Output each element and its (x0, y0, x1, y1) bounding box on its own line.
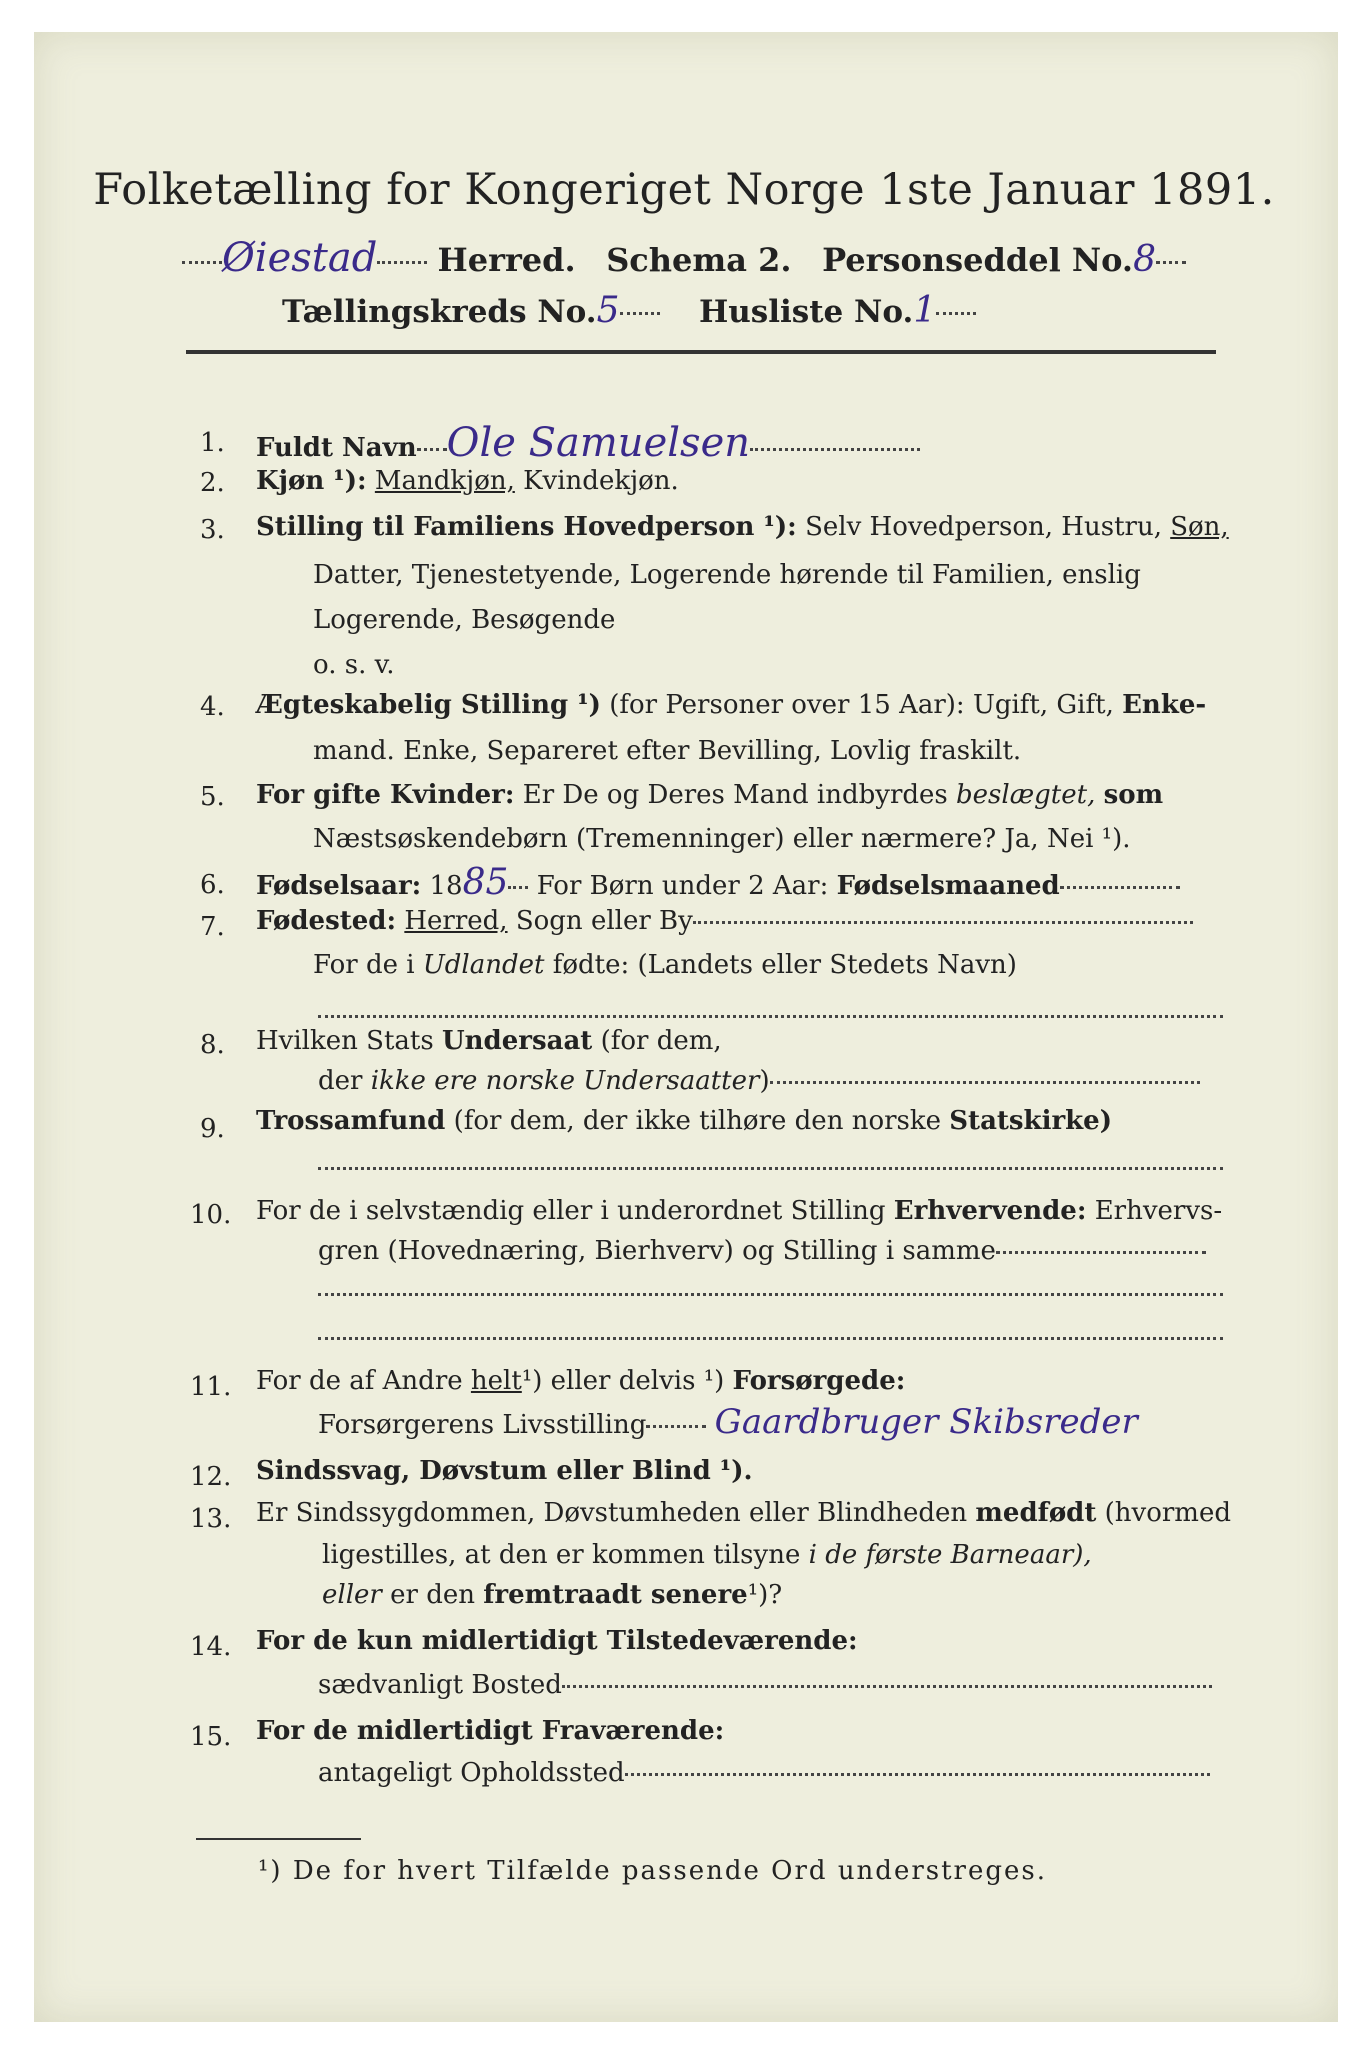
schema-label: Schema 2. (606, 241, 792, 279)
q8-line2b: ikke ere norske Undersaatter (370, 1066, 760, 1096)
q9-statskirke: Statskirke) (949, 1106, 1113, 1136)
husliste-value: 1 (913, 290, 937, 331)
q3-label: Stilling til Familiens Hovedperson ¹): (256, 512, 797, 542)
item-number: 5. (200, 782, 225, 812)
q6-label: Fødselsaar: (256, 871, 422, 901)
q6-prefix: 18 (429, 871, 463, 901)
item-7-line2 (313, 950, 1017, 980)
item-number: 10. (190, 1200, 232, 1230)
dotted-fill (562, 1685, 1212, 1688)
q4-line2: mand. Enke, Separeret efter Bevilling, Lovlig fraskilt. (313, 736, 1022, 766)
q6-rest: For Børn under 2 Aar: (536, 871, 829, 901)
q8-line1b: (for dem, (600, 1026, 722, 1056)
husliste-label: Husliste No. (698, 294, 914, 330)
form-title: Folketælling for Kongeriget Norge 1ste Januar 1891. (93, 165, 1275, 215)
q13-line3b: er den (390, 1580, 475, 1610)
q8-line2a: der (318, 1066, 363, 1096)
q6-maaned: Fødselsmaaned (836, 871, 1060, 901)
q10-erhv: Erhvervende: (893, 1196, 1087, 1226)
q13-line1a: Er Sindssygdommen, Døvstumheden eller Blindheden (256, 1498, 968, 1528)
dotted-fill (750, 448, 920, 451)
item-number: 2. (200, 468, 225, 498)
q7-herred: Herred, (404, 906, 508, 936)
herred-value: Øiestad (222, 235, 378, 281)
q13-line2a: ligestilles, at den er kommen tilsyne (322, 1540, 801, 1570)
item-1-full-name (256, 420, 920, 466)
dotted-fill (625, 1773, 1210, 1776)
dotted-fill (620, 312, 660, 315)
item-11-line1 (256, 1366, 905, 1396)
dotted-fill (318, 1293, 1223, 1296)
footnote-rule (196, 1838, 361, 1840)
q5-line2: Næstsøskendebørn (Tremenninger) eller nærmere? Ja, Nei ¹). (313, 824, 1131, 854)
dotted-fill (318, 1167, 1223, 1170)
item-number: 9. (200, 1114, 225, 1144)
item-number: 14. (190, 1632, 232, 1662)
q13-line3c: fremtraadt senere (483, 1580, 748, 1610)
q2-mand: Mandkjøn, (374, 466, 515, 496)
item-5-line1 (256, 780, 1163, 810)
q3-line1: Selv Hovedperson, Hustru, (805, 512, 1162, 542)
item-number: 12. (190, 1462, 232, 1492)
q8-line1a: Hvilken Stats (256, 1026, 434, 1056)
item-10-line1 (256, 1196, 1222, 1226)
dotted-fill (318, 1337, 1223, 1340)
q8-undersaat: Undersaat (441, 1026, 593, 1056)
item-9-line1 (256, 1106, 1112, 1136)
personseddel-value: 8 (1133, 239, 1156, 280)
dotted-fill (318, 1015, 1223, 1018)
dotted-fill (417, 448, 447, 451)
dotted-fill (936, 312, 976, 315)
q13-line2b: i de første Barneaar), (808, 1540, 1092, 1570)
q9-rest: (for dem, der ikke tilhøre den norske (453, 1106, 942, 1136)
q10-line1b: Erhvervs- (1094, 1196, 1223, 1226)
item-15-line2 (318, 1758, 1210, 1788)
q7-rest: Sogn eller By (515, 906, 693, 936)
dotted-fill (1156, 261, 1186, 264)
kreds-value: 5 (596, 290, 620, 331)
q3-son: Søn, (1170, 512, 1229, 542)
q14-label: For de kun midlertidigt Tilstedeværende: (256, 1626, 858, 1656)
q5-beslaegtet: beslægtet, (956, 780, 1096, 810)
q11-line1b: ¹) eller delvis ¹) (521, 1366, 725, 1396)
item-number: 7. (200, 912, 225, 942)
q7-label: Fødested: (256, 906, 397, 936)
item-13-line3 (322, 1580, 782, 1610)
item-6-birth-year (256, 862, 1180, 903)
herred-line (182, 235, 1186, 281)
q4-enke: Enke- (1122, 690, 1207, 720)
item-12 (256, 1456, 753, 1486)
item-9-blank-line (318, 1152, 1223, 1182)
item-15-line1 (256, 1716, 724, 1746)
item-number: 11. (190, 1372, 232, 1402)
item-number: 13. (190, 1504, 232, 1534)
q10-line2: gren (Hovednæring, Bierhverv) og Stilling i samme (318, 1236, 996, 1266)
item-4-line1 (256, 690, 1206, 720)
q12-label: Sindssvag, Døvstum eller Blind ¹). (256, 1456, 753, 1486)
kreds-label: Tællingskreds No. (282, 294, 597, 330)
q7-line2a: For de i (313, 950, 415, 980)
item-number: 8. (200, 1030, 225, 1060)
item-3-line1 (256, 512, 1229, 542)
q2-kvinde: Kvindekjøn. (523, 466, 679, 496)
q11-helt: helt (470, 1366, 522, 1396)
item-10-line2 (318, 1236, 1206, 1266)
item-number: 15. (190, 1722, 232, 1752)
dotted-fill (646, 1425, 706, 1428)
personseddel-label: Personseddel No. (822, 241, 1134, 279)
item-10-blank-line (318, 1278, 1223, 1308)
item-8-line2: der ikke ere norske Undersaatter) (318, 1066, 1200, 1096)
q11-line2: Forsørgerens Livsstilling (318, 1410, 647, 1440)
item-13-line1 (256, 1498, 1231, 1528)
item-13-line2 (322, 1540, 1092, 1570)
q11-line1a: For de af Andre (256, 1366, 463, 1396)
item-11-line2 (318, 1402, 1138, 1442)
q5-som: som (1103, 780, 1164, 810)
q10-line1a: For de i selvstændig eller i underordnet Stilling (256, 1196, 886, 1226)
q7-udlandet: Udlandet (422, 950, 545, 980)
item-14-line2 (318, 1670, 1212, 1700)
q2-label: Kjøn ¹): (256, 466, 367, 496)
q13-medfodt: medfødt (975, 1498, 1097, 1528)
q1-label: Fuldt Navn (256, 433, 417, 463)
item-10-blank-line (318, 1322, 1223, 1352)
q7-line2b: fødte: (Landets eller Stedets Navn) (552, 950, 1017, 980)
q1-value: Ole Samuelsen (446, 420, 750, 466)
header-rule (186, 350, 1216, 354)
q13-line3a: eller (322, 1580, 382, 1610)
q9-label: Trossamfund (256, 1106, 446, 1136)
q6-value: 85 (462, 862, 509, 903)
item-14-line1 (256, 1626, 858, 1656)
item-number: 3. (200, 515, 225, 545)
dotted-fill (996, 1251, 1206, 1254)
q5-label: For gifte Kvinder: (256, 780, 515, 810)
q13-line1b: (hvormed (1104, 1498, 1231, 1528)
q3-line2: Datter, Tjenestetyende, Logerende hørende til Familien, enslig (313, 560, 1141, 590)
dotted-fill (182, 261, 222, 264)
item-number: 4. (200, 692, 225, 722)
q15-label: For de midlertidigt Fraværende: (256, 1716, 725, 1746)
q3-line4: o. s. v. (313, 650, 395, 680)
q14-line2: sædvanligt Bosted (318, 1670, 562, 1700)
item-number: 1. (200, 428, 225, 458)
dotted-fill (377, 261, 427, 264)
item-2-sex (256, 466, 679, 496)
q11-fors: Forsørgede: (732, 1366, 906, 1396)
item-7-line1 (256, 906, 1193, 936)
q15-line2: antageligt Opholdssted (318, 1758, 625, 1788)
item-number: 6. (200, 870, 225, 900)
herred-label: Herred. (437, 241, 576, 279)
footnote: ¹) De for hvert Tilfælde passende Ord understreges. (258, 1856, 1048, 1886)
q11-value: Gaardbruger Skibsreder (714, 1402, 1138, 1442)
q3-line3: Logerende, Besøgende (313, 605, 616, 635)
dotted-fill (693, 921, 1193, 924)
kreds-line (282, 290, 976, 331)
q5-line1a: Er De og Deres Mand indbyrdes (522, 780, 948, 810)
q4-line1: (for Personer over 15 Aar): Ugift, Gift, (609, 690, 1114, 720)
dotted-fill (508, 886, 528, 889)
dotted-fill (1060, 886, 1180, 889)
q13-line3d: ¹)? (747, 1580, 783, 1610)
dotted-fill (770, 1081, 1200, 1084)
item-8-line1 (256, 1026, 722, 1056)
q4-label: Ægteskabelig Stilling ¹) (256, 690, 601, 720)
